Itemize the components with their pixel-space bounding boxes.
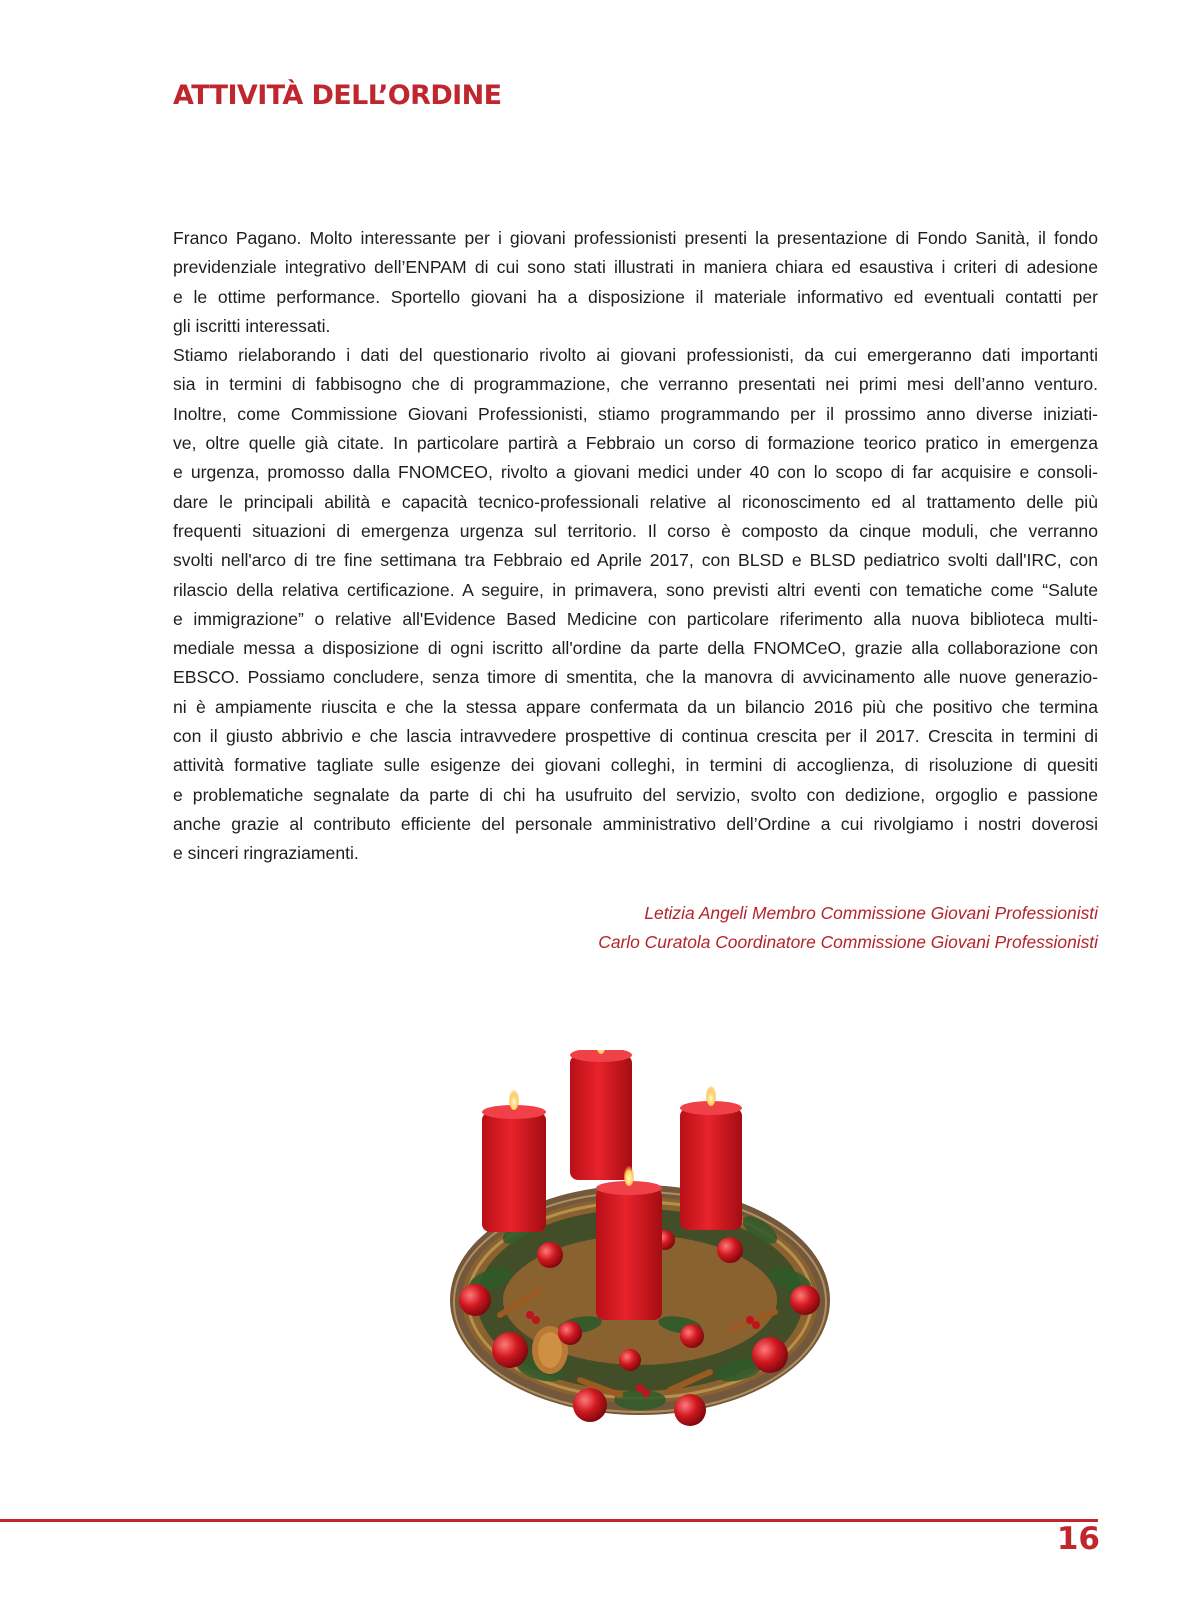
footer-divider: [0, 1519, 1098, 1522]
body-line: rilascio della relativa certificazione. A seguire, in primavera, sono previsti altri eventi con tematiche come “Salute: [173, 579, 1098, 600]
body-line: Inoltre, come Commissione Giovani Professionisti, stiamo programmando per il prossimo anno diverse iniziati-: [173, 403, 1098, 424]
body-line: sia in termini di fabbisogno che di programmazione, che verranno presentati nei primi mesi dell’anno venturo.: [173, 374, 1098, 395]
section-title: ATTIVITÀ DELL’ORDINE: [173, 80, 502, 111]
body-line: ve, oltre quelle già citate. In particolare partirà a Febbraio un corso di formazione teorico pratico in emergenza: [173, 433, 1098, 454]
body-line: Franco Pagano. Molto interessante per i giovani professionisti presenti la presentazione di Fondo Sanità, il fondo: [173, 228, 1098, 248]
signature-block: [598, 899, 1098, 958]
signature-line: Letizia Angeli Membro Commissione Giovani Professionisti: [644, 903, 1098, 923]
body-line: e urgenza, promosso dalla FNOMCEO, rivolto a giovani medici under 40 con lo scopo di far acquisire e consoli-: [173, 462, 1098, 483]
body-line: anche grazie al contributo efficiente del personale amministrativo dell’Ordine a cui rivolgiamo i nostri doverosi: [173, 813, 1098, 834]
page-number: 16: [1056, 1521, 1100, 1557]
body-line: e le ottime performance. Sportello giovani ha a disposizione il materiale informativo ed eventuali contatti per: [173, 286, 1098, 307]
body-line: Stiamo rielaborando i dati del questionario rivolto ai giovani professionisti, da cui emergeranno dati importanti: [173, 345, 1098, 366]
body-line: previdenziale integrativo dell’ENPAM di cui sono stati illustrati in maniera chiara ed esaustiva i criteri di adesione: [173, 257, 1098, 278]
article-body: [173, 224, 1098, 869]
body-line: dare le principali abilità e capacità tecnico-professionali relative al riconoscimento ed al trattamento delle più: [173, 491, 1098, 512]
body-line: ni è ampiamente riuscita e che la stessa appare confermata da un bilancio 2016 più che positivo che termina: [173, 696, 1098, 717]
body-line: e immigrazione” o relative all'Evidence Based Medicine con particolare riferimento alla nuova biblioteca multi-: [173, 608, 1098, 629]
body-line: svolti nell'arco di tre fine settimana tra Febbraio ed Aprile 2017, con BLSD e BLSD pediatrico svolti dall'IRC, con: [173, 550, 1098, 571]
body-line: mediale messa a disposizione di ogni iscritto all'ordine da parte della FNOMCeO, grazie alla collaborazione con: [173, 638, 1098, 659]
body-line: EBSCO. Possiamo concludere, senza timore di smentita, che la manovra di avvicinamento alle nuove generazio-: [173, 667, 1098, 688]
body-line: con il giusto abbrivio e che lascia intravvedere prospettive di continua crescita per il 2017. Crescita in termini di: [173, 726, 1098, 747]
signature-line: Carlo Curatola Coordinatore Commissione Giovani Professionisti: [598, 932, 1098, 953]
body-line: e problematiche segnalate da parte di chi ha usufruito del servizio, svolto con dedizione, orgoglio e passione: [173, 784, 1098, 805]
body-line: attività formative tagliate sulle esigenze dei giovani colleghi, in termini di accoglienza, di risoluzione di quesiti: [173, 755, 1098, 776]
advent-wreath-icon: [430, 1050, 850, 1450]
body-line: frequenti situazioni di emergenza urgenza sul territorio. Il corso è composto da cinque moduli, che verranno: [173, 520, 1098, 541]
body-line: gli iscritti interessati.: [173, 315, 331, 336]
body-line: e sinceri ringraziamenti.: [173, 843, 359, 864]
